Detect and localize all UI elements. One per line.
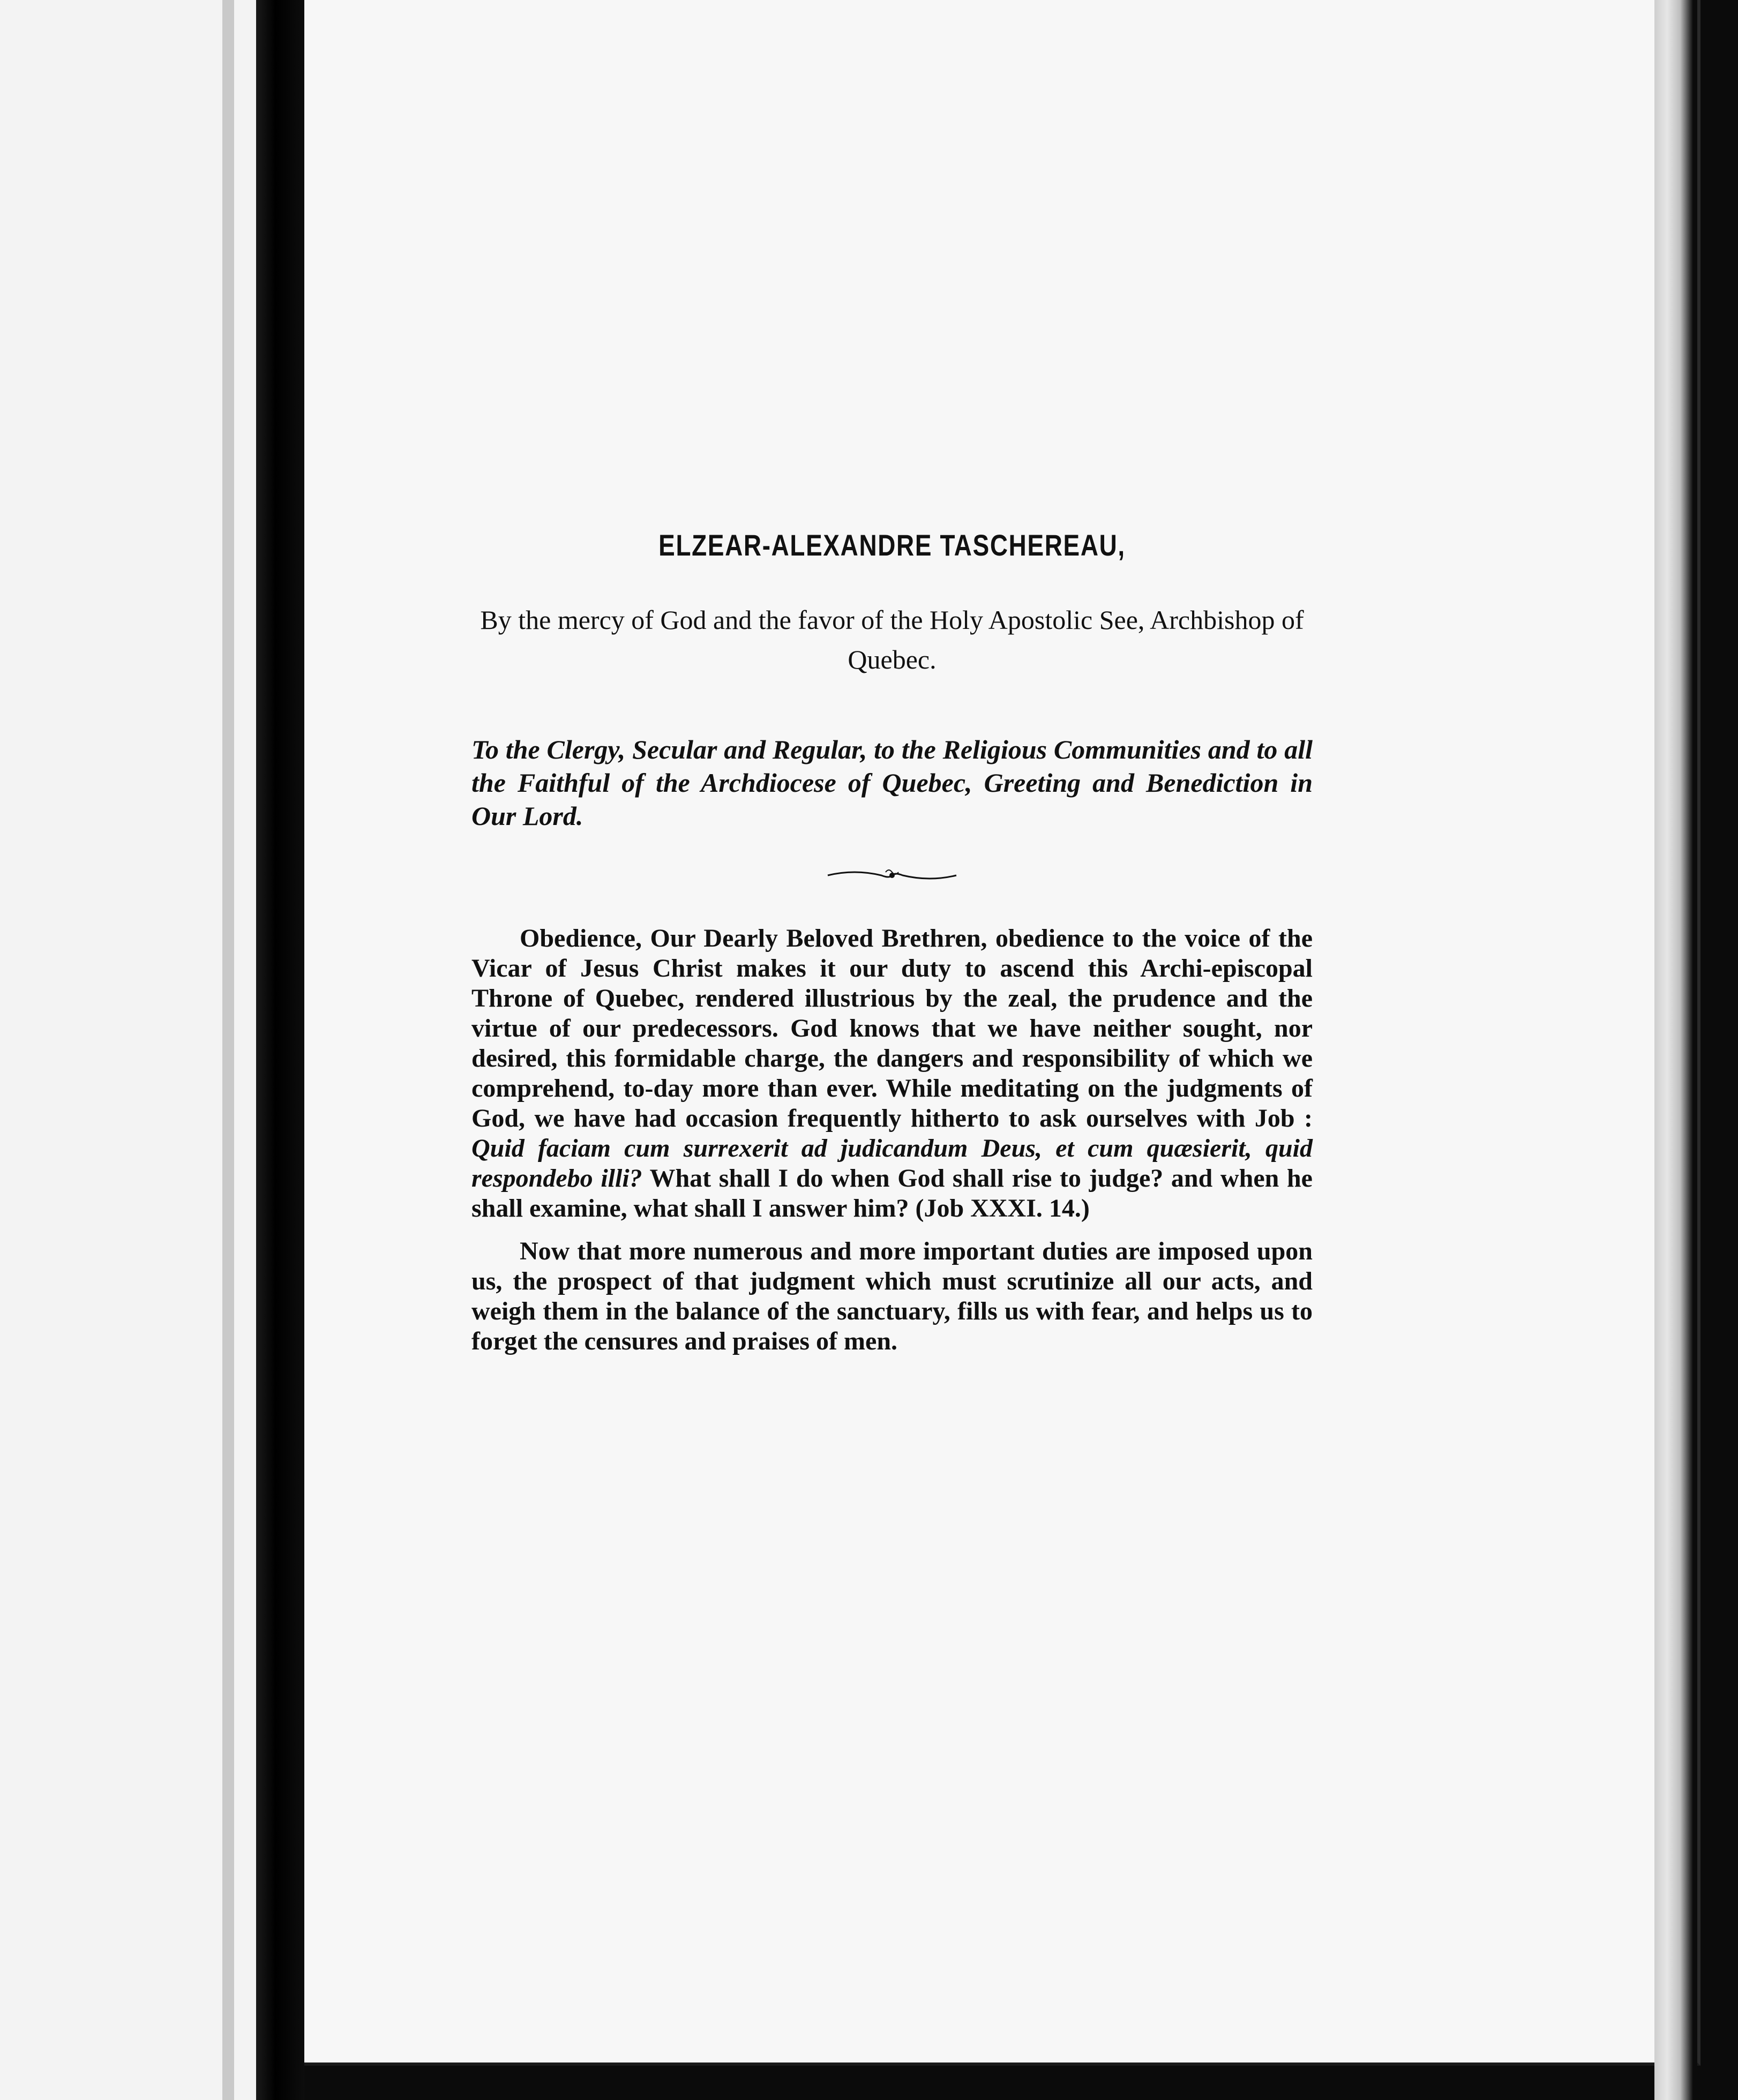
paragraph-1 [471,924,1313,1224]
paragraph-2: Now that more numerous and more important duties are imposed upon us, the prospect of that judgment which must scrutinize all our acts, and weigh them in the balance of the sanctuary, fills us with fear, and helps us to forget the censures and praises of men. [471,1237,1313,1355]
latin-quote: Quid faciam cum surrexerit ad judicandum Deus, et cum quæsierit, quid respondebo illi? [471,1134,1313,1192]
page-title: ELZEAR-ALEXANDRE TASCHEREAU, [658,528,1126,562]
paragraph-1-translation: What shall I do when God shall rise to judge? and when he shall examine, what shall I answer him? (Job XXXI. 14.) [471,1164,1313,1222]
salutation: To the Clergy, Secular and Regular, to the Religious Communities and to all the Faithful of the Archdiocese of Quebec, Greeting and Benediction in Our Lord. [471,734,1313,831]
facing-page-edge [222,0,234,2100]
ornament-divider [822,865,962,886]
page-edge [1654,0,1697,2100]
pastoral-letter [471,528,1313,1369]
dignity-line: By the mercy of God and the favor of the Holy Apostolic See, Archbishop of Quebec. [480,605,1304,674]
facing-page [0,0,256,2100]
book-spine [256,0,304,2100]
paragraph-1-text: Obedience, Our Dearly Beloved Brethren, obedience to the voice of the Vicar of Jesus Christ makes it our duty to ascend this Archi-episcopal Throne of Quebec, rendered illustrious by the zeal, the prudence and the virtue of our predecessors. God knows that we have neither sought, nor desired, this formidable charge, the dangers and responsibility of which we comprehend, to-day more than ever. While meditating on the judgments of God, we have had occasion frequently hitherto to ask ourselves with Job : [471,924,1313,1132]
